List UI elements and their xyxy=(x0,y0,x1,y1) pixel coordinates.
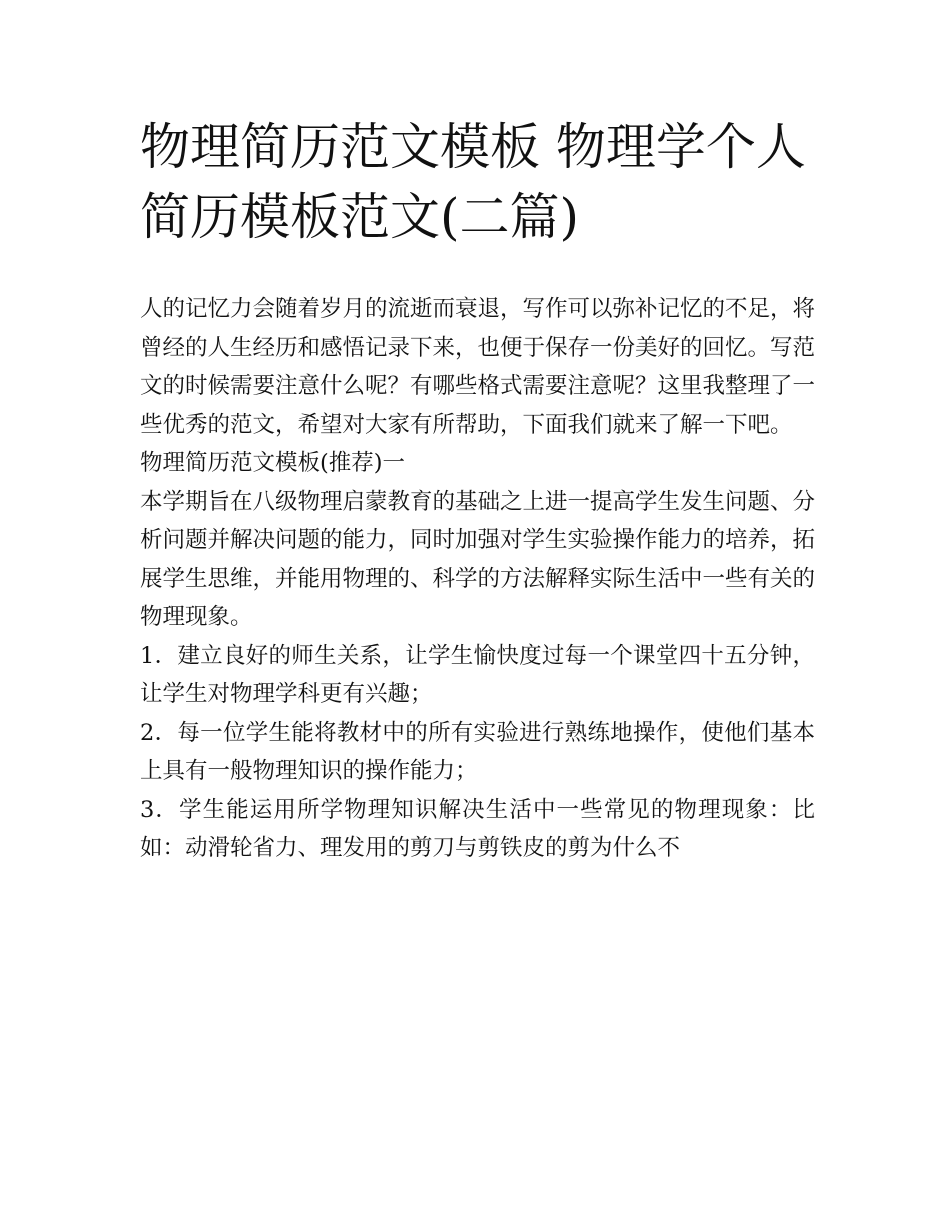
document-body xyxy=(140,112,815,868)
list-item: 3．学生能运用所学物理知识解决生活中一些常见的物理现象：比如：动滑轮省力、理发用的剪刀与剪铁皮的剪为什么不 xyxy=(140,796,815,861)
list-item: 2．每一位学生能将教材中的所有实验进行熟练地操作，使他们基本上具有一般物理知识的操作能力； xyxy=(140,719,815,784)
section-paragraph: 本学期旨在八级物理启蒙教育的基础之上进一提高学生发生问题、分析问题并解决问题的能力，同时加强对学生实验操作能力的培养，拓展学生思维，并能用物理的、科学的方法解释实际生活中一些有关的物理现象。 xyxy=(140,488,816,630)
section-heading: 物理简历范文模板(推荐)一 xyxy=(140,450,406,476)
list-item: 1．建立良好的师生关系，让学生愉快度过每一个课堂四十五分钟，让学生对物理学科更有兴趣； xyxy=(140,642,815,707)
document-title: 物理简历范文模板 物理学个人简历模板范文(二篇) xyxy=(140,118,806,246)
intro-paragraph: 人的记忆力会随着岁月的流逝而衰退，写作可以弥补记忆的不足，将曾经的人生经历和感悟记录下来，也便于保存一份美好的回忆。写范文的时候需要注意什么呢？有哪些格式需要注意呢？这里我整理了一些优秀的范文，希望对大家有所帮助，下面我们就来了解一下吧。 xyxy=(140,296,816,438)
